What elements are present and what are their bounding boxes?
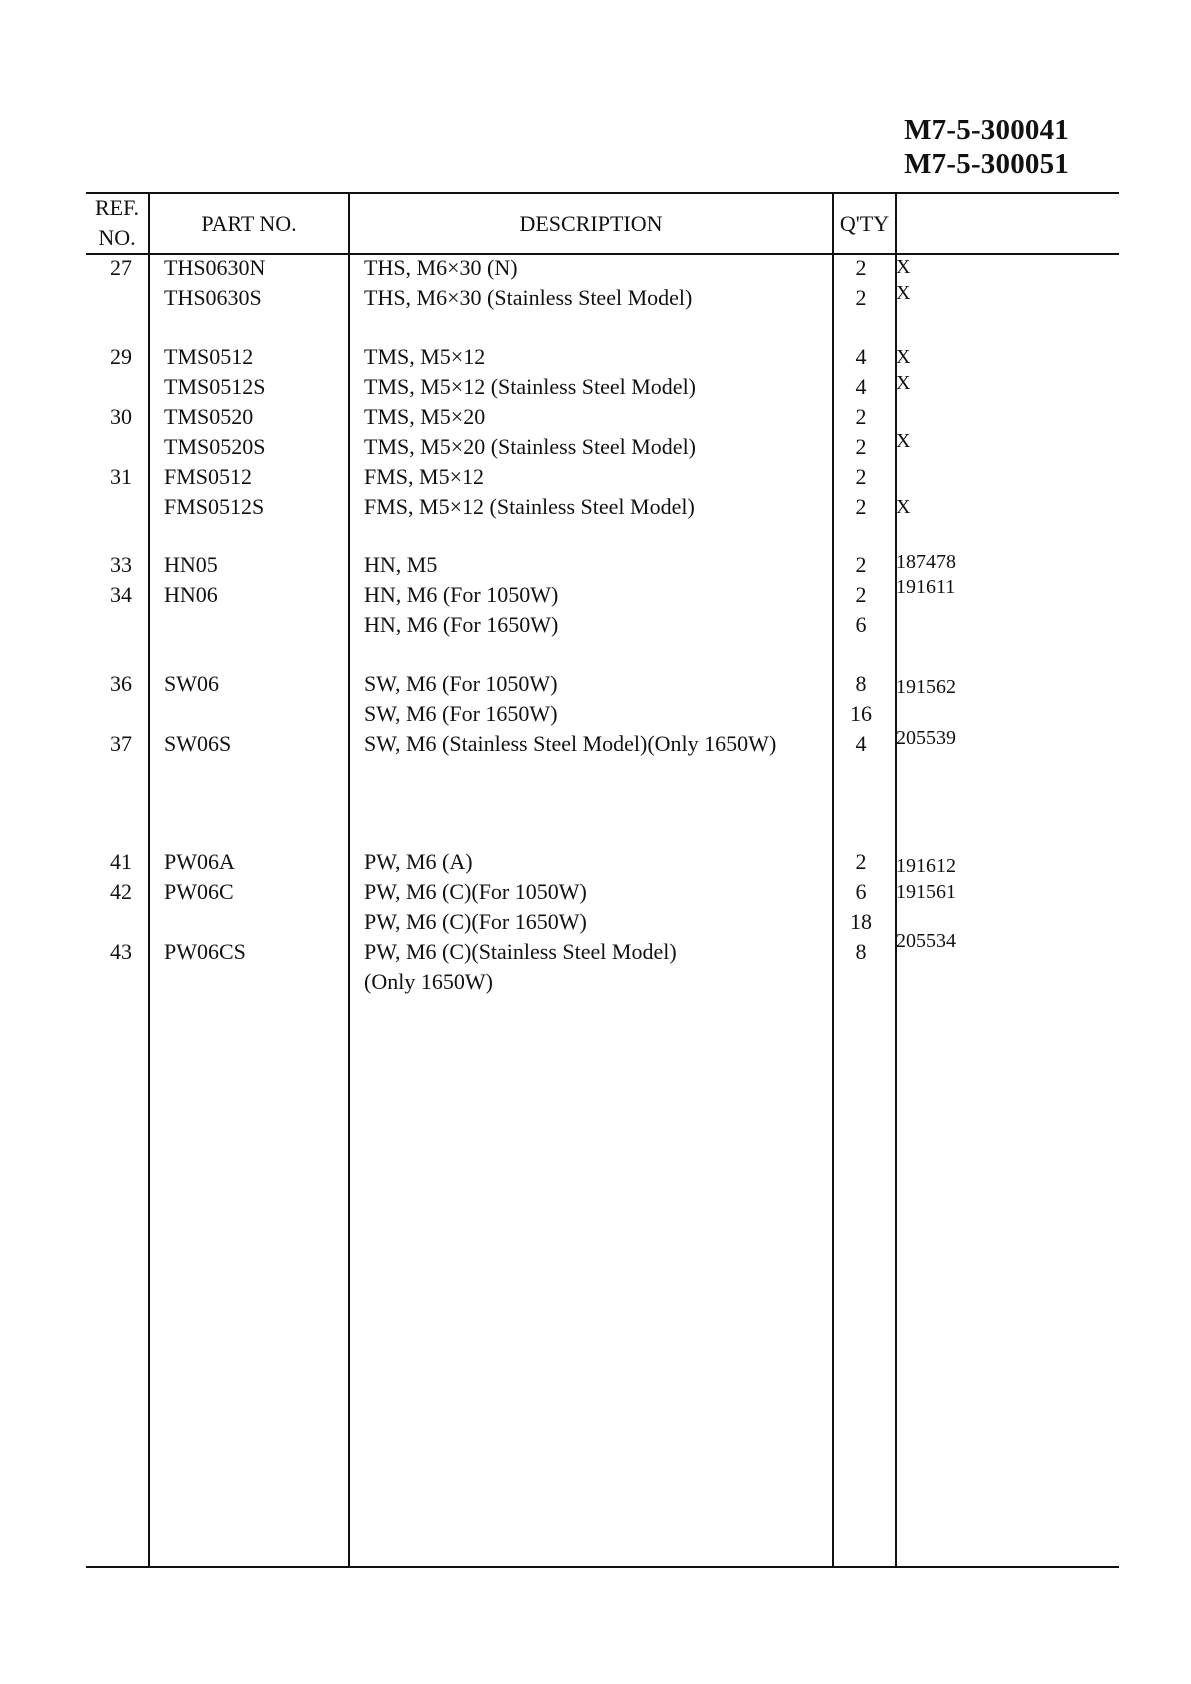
description-cell: FMS, M5×12 (Stainless Steel Model) [364, 494, 695, 519]
note-cell: 205539 [896, 727, 956, 749]
col-divider-2 [348, 192, 350, 1568]
description-cell: HN, M5 [364, 552, 438, 577]
part-no-cell: TMS0520 [164, 404, 254, 429]
description-cell: PW, M6 (C)(For 1050W) [364, 879, 587, 904]
part-no-cell: SW06S [164, 731, 232, 756]
qty-cell: 2 [855, 255, 867, 280]
note-cell: 191562 [896, 676, 956, 698]
ref-cell: 34 [110, 582, 132, 607]
col-divider-1 [148, 192, 150, 1568]
note-cell: X [896, 372, 911, 394]
part-no-cell: TMS0520S [164, 434, 266, 459]
description-cell: HN, M6 (For 1650W) [364, 612, 559, 637]
part-no-cell: HN06 [164, 582, 218, 607]
qty-cell: 2 [855, 552, 867, 577]
part-no-cell: PW06CS [164, 939, 246, 964]
description-cell: SW, M6 (For 1050W) [364, 671, 558, 696]
description-cell: SW, M6 (Stainless Steel Model)(Only 1650W) [364, 731, 777, 756]
note-cell: 191561 [896, 881, 956, 903]
description-cell: TMS, M5×12 (Stainless Steel Model) [364, 374, 697, 399]
part-no-cell: SW06 [164, 671, 219, 696]
table-bottom-rule [86, 1566, 1119, 1568]
description-cell: TMS, M5×20 [364, 404, 486, 429]
note-cell: 205534 [896, 930, 956, 952]
ref-cell: 41 [110, 849, 132, 874]
qty-cell: 6 [855, 879, 867, 904]
part-no-cell: FMS0512 [164, 464, 253, 489]
description-cell: THS, M6×30 (N) [364, 255, 518, 280]
part-no-cell: TMS0512S [164, 374, 266, 399]
description-cell: TMS, M5×20 (Stainless Steel Model) [364, 434, 697, 459]
header-ref-line1: REF. [94, 195, 140, 220]
description-cell: SW, M6 (For 1650W) [364, 701, 558, 726]
description-cell: PW, M6 (A) [364, 849, 473, 874]
qty-cell: 2 [855, 494, 867, 519]
header-part-no: PART NO. [201, 211, 297, 236]
ref-cell: 37 [110, 731, 132, 756]
note-cell: 187478 [896, 551, 956, 573]
note-cell: X [896, 430, 911, 452]
ref-cell: 36 [110, 671, 132, 696]
note-cell: X [896, 496, 911, 518]
qty-cell: 8 [855, 671, 867, 696]
qty-cell: 2 [855, 434, 867, 459]
description-cell: (Only 1650W) [364, 969, 493, 994]
part-no-cell: FMS0512S [164, 494, 265, 519]
qty-cell: 4 [855, 731, 867, 756]
header-qty: Q'TY [839, 211, 890, 236]
part-no-cell: PW06A [164, 849, 235, 874]
qty-cell: 2 [855, 285, 867, 310]
ref-cell: 33 [110, 552, 132, 577]
model-number-2: M7-5-300051 [904, 148, 1069, 180]
ref-cell: 29 [110, 344, 132, 369]
qty-cell: 6 [855, 612, 867, 637]
qty-cell: 2 [855, 464, 867, 489]
table-top-rule [86, 192, 1119, 194]
description-cell: FMS, M5×12 [364, 464, 485, 489]
qty-cell: 16 [850, 701, 872, 726]
part-no-cell: HN05 [164, 552, 218, 577]
qty-cell: 8 [855, 939, 867, 964]
qty-cell: 4 [855, 374, 867, 399]
qty-cell: 2 [855, 404, 867, 429]
part-no-cell: THS0630S [164, 285, 262, 310]
description-cell: HN, M6 (For 1050W) [364, 582, 559, 607]
part-no-cell: PW06C [164, 879, 234, 904]
ref-cell: 27 [110, 255, 132, 280]
note-cell: X [896, 282, 911, 304]
qty-cell: 4 [855, 344, 867, 369]
note-cell: 191612 [896, 855, 956, 877]
header-description: DESCRIPTION [519, 211, 663, 236]
description-cell: THS, M6×30 (Stainless Steel Model) [364, 285, 693, 310]
ref-cell: 30 [110, 404, 132, 429]
note-cell: 191611 [896, 576, 956, 598]
ref-cell: 31 [110, 464, 132, 489]
description-cell: PW, M6 (C)(For 1650W) [364, 909, 587, 934]
ref-cell: 43 [110, 939, 132, 964]
header-ref-line2: NO. [98, 225, 136, 250]
description-cell: TMS, M5×12 [364, 344, 486, 369]
model-number-1: M7-5-300041 [904, 114, 1069, 146]
note-cell: X [896, 256, 911, 278]
qty-cell: 18 [850, 909, 872, 934]
note-cell: X [896, 346, 911, 368]
qty-cell: 2 [855, 582, 867, 607]
qty-cell: 2 [855, 849, 867, 874]
description-cell: PW, M6 (C)(Stainless Steel Model) [364, 939, 677, 964]
part-no-cell: TMS0512 [164, 344, 254, 369]
part-no-cell: THS0630N [164, 255, 266, 280]
ref-cell: 42 [110, 879, 132, 904]
